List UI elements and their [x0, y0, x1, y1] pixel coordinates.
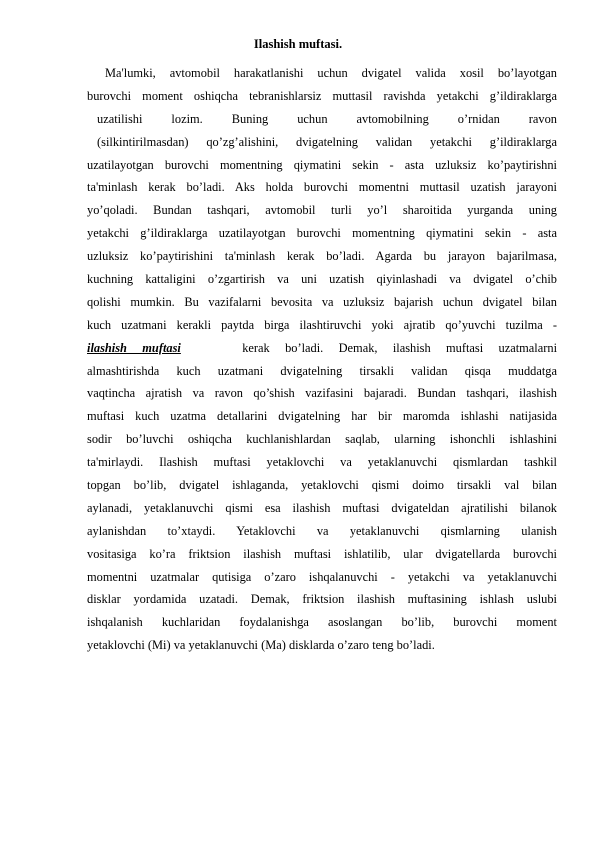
- paragraph-line: sodir bo’luvchi oshiqcha kuchlanishlardan saqlab, ularning ishonchli ishlashini: [87, 432, 557, 447]
- paragraph-line: momentni uzatmalar qutisiga o’zaro ishqalanuvchi - yetakchi va yetaklanuvchi: [87, 569, 557, 584]
- paragraph-line-rest: kerak bo’ladi. Demak, ilashish muftasi uzatmalarni: [242, 340, 558, 355]
- paragraph-line: uzatilayotgan burovchi momentning qiymatini sekin - asta uzluksiz ko’paytirishni: [87, 157, 557, 172]
- paragraph-line: yetakchi g’ildiraklarga uzatilayotgan burovchi momentning qiymatini sekin - asta: [87, 226, 557, 241]
- paragraph-line: (silkintirilmasdan) qo’zg’alishini, dvigatelning validan yetakchi g’ildiraklarga: [97, 134, 557, 149]
- paragraph-line: vositasiga ko’ra friktsion ilashish muftasi ishlatilib, ular dvigatellarda burovchi: [87, 546, 557, 561]
- paragraph-line: kuch uzatmani kerakli paytda birga ilashtiruvchi yoki ajratib qo’yuvchi tuzilma -: [87, 317, 557, 332]
- paragraph-line: Ma'lumki, avtomobil harakatlanishi uchun dvigatel valida xosil bo’layotgan: [105, 66, 557, 80]
- paragraph-line: uzluksiz ko’paytirishini ta'minlash kerak bo’ladi. Agarda bu jarayon bajarilmasa,: [87, 249, 557, 264]
- paragraph-line: disklar yordamida uzatadi. Demak, friktsion ilashish muftasining ishlash uslubi: [87, 592, 557, 607]
- paragraph-line: almashtirishda kuch uzatmani dvigatelning tirsakli validan qisqa muddatga: [87, 363, 557, 378]
- paragraph-line: ta'mirlaydi. Ilashish muftasi yetaklovchi va yetaklanuvchi qismlardan tashkil: [87, 455, 557, 470]
- paragraph-line: yetaklovchi (Mi) va yetaklanuvchi (Ma) disklarda o’zaro teng bo’ladi.: [87, 638, 435, 653]
- paragraph-line: aylanishdan to’xtaydi. Yetaklovchi va yetaklanuvchi qismlarning ulanish: [87, 523, 557, 538]
- paragraph-line: yo’qoladi. Bundan tashqari, avtomobil turli yo’l sharoitida yurganda uning: [87, 203, 557, 218]
- paragraph-line-with-term: [87, 337, 557, 360]
- document-title: Ilashish muftasi.: [253, 37, 343, 51]
- paragraph-line: uzatilishi lozim. Buning uchun avtomobilning o’rnidan ravon: [97, 111, 557, 126]
- emphasized-term: ilashish muftasi: [87, 340, 181, 355]
- document-body: [87, 62, 557, 657]
- paragraph-line: vaqtincha ajratish va ravon qo’shish vazifasini bajaradi. Bundan tashqari, ilashish: [87, 386, 557, 401]
- paragraph-line: aylanadi, yetaklanuvchi qismi esa ilashish muftasi dvigateldan ajratilishi bilanok: [87, 500, 557, 515]
- paragraph-line: muftasi kuch uzatma detallarini dvigatelning har bir maromda ishlashi natijasida: [87, 409, 557, 424]
- paragraph-line: ta'minlash kerak bo’ladi. Aks holda burovchi momentni muttasil uzatish jarayoni: [87, 180, 557, 195]
- paragraph-line: topgan bo’lib, dvigatel ishlaganda, yetaklovchi qismi doimo tirsakli val bilan: [87, 478, 557, 493]
- paragraph-line: ishqalanish kuchlaridan foydalanishga asoslangan bo’lib, burovchi moment: [87, 615, 557, 630]
- paragraph-line: qolishi mumkin. Bu vazifalarni bevosita va uzluksiz bajarish uchun dvigatel bilan: [87, 294, 557, 309]
- paragraph-line: burovchi moment oshiqcha tebranishlarsiz muttasil ravishda yetakchi g’ildiraklarga: [87, 88, 557, 103]
- paragraph-line: kuchning kattaligini o’zgartirish va uni uzatish qiyinlashadi va dvigatel o’chib: [87, 272, 557, 287]
